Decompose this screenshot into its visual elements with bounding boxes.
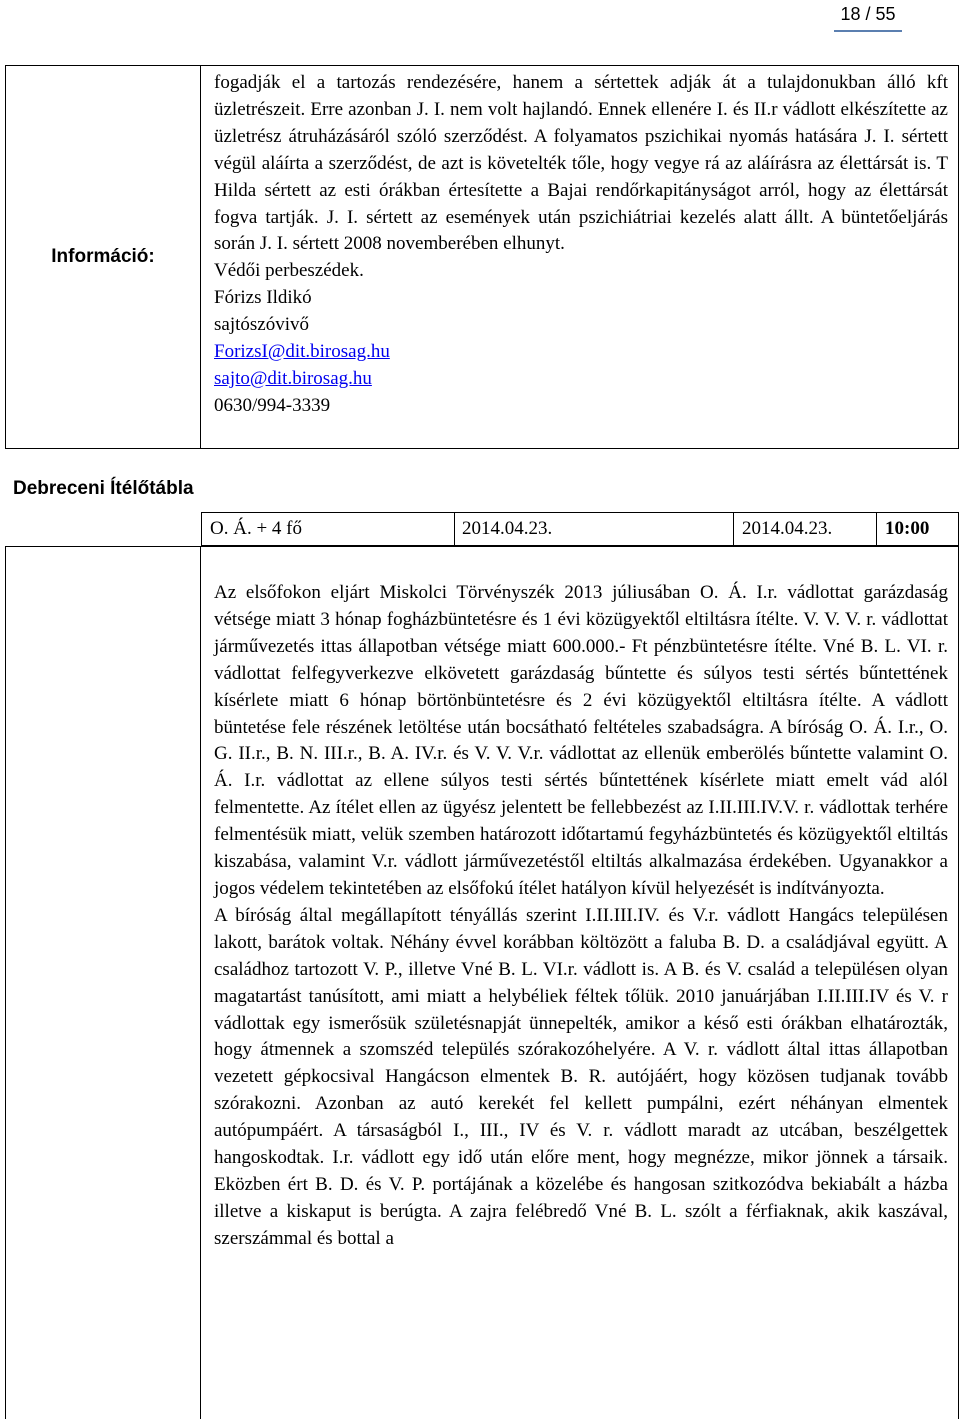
info-paragraph: fogadják el a tartozás rendezésére, hanem a sértettek adják át a tulajdonukban álló kft üzletrészeit. Erre azonban J. I. nem volt hajlandó. Ennek ellenére I. és II.r vádlott elkészítette az üzletrész átruházásáról szóló szerződést. A folyamatos pszichikai nyomás hatására J. I. sértett végül aláírta a szerződést, de azt is követelték tőle, hogy vegye rá az aláírásra az élettársát is. T Hilda sértett az esti órákban értesítette a Bajai rendőrkapitányságot arról, hogy az élettársát fogva tartják. J. I. sértett az események után pszichiátriai kezelés alatt állt. A büntetőeljárás során J. I. sértett 2008 novemberében elhunyt.: [214, 72, 948, 255]
contact-name: Fórizs Ildikó: [214, 287, 312, 309]
case-date-start: 2014.04.23.: [454, 512, 734, 546]
contact-phone: 0630/994-3339: [214, 394, 331, 416]
case-paragraph-2: A bíróság által megállapított tényállás szerint I.II.III.IV. és V.r. vádlott Hangács településen lakott, barátok voltak. Néhány évvel korábban költözött a faluba B. D. a családjával együtt. A családhoz tartozott V. P., illetve Vné B. L. VI.r. vádlott is. A B. és V. család a településen olyan magatartást tanúsított, ami miatt a helybéliek féltek tőlük. 2010 januárjában I.II.III.IV és V. r vádlottak egy ismerősük születésnapját ünnepelték, amikor a késő esti órákban elhatározták, hogy átmennek a szomszéd település szórakozóhelyére. A V. r. vádlott által ittas állapotban vezetett gépkocsival Hangácson elmentek B. R. autójáért, hogy közösen tudjanak tovább szórakozni. Azonban az autó kerekét fel kellett pumpálni, ezért néhányan elmentek autópumpáért. A társaságból I., III., IV és V. r. vádlott maradt az utcában, beszélgettek hangoskodtak. I.r. vádlott egy idő után előre ment, hogy megnézze, mikor jönnek a társaik. Eközben ért B. D. és V. P. portájának a közelébe és hangosan szitkozódva bekiabált a házba illetve a kiskaput is berúgta. A zajra felébredő Vné B. L. szólt a férfiaknak, akik kaszával, szerszámmal és bottal a: [214, 904, 948, 1249]
case-label-cell: [5, 546, 201, 1419]
page-number: 18 / 55: [834, 4, 902, 32]
section-title: Debreceni Ítélőtábla: [13, 478, 194, 499]
info-text: [214, 70, 948, 420]
defense-speeches-line: Védői perbeszédek.: [214, 260, 364, 282]
info-label: Információ:: [51, 246, 155, 267]
case-date-end: 2014.04.23.: [734, 512, 877, 546]
case-time: 10:00: [877, 512, 959, 546]
case-parties: O. Á. + 4 fő: [201, 512, 455, 546]
case-paragraph-1: Az elsőfokon eljárt Miskolci Törvényszék 2013 júliusában O. Á. I.r. vádlottat garázdaság vétsége miatt 3 hónap fogházbüntetésre és 1 évi közügyektől eltiltásra ítélte. V. V. V. r. vádlottat járművezetés ittas állapotban vétsége miatt 600.000.- Ft pénzbüntetésre ítélte. Vné B. L. VI. r. vádlottat felfegyverkezve elkövetett garázdaság bűntette és súlyos testi sértés bűntettének kísérlete miatt 6 hónap börtönbüntetésre és 2 évi közügyektől eltiltásra ítélte. A vádlott büntetése fele részének letöltése után bocsátható feltételes szabadságra. A bíróság O. Á. I.r., O. G. II.r., B. N. III.r., B. A. IV.r. és V. V. V.r. vádlottat az ellenük emberölés bűntette valamint O. Á. I.r. vádlottat az ellene súlyos testi sértés bűntettének kísérlete miatt emelt vád alól felmentette. Az ítélet ellen az ügyész jelentett be fellebbezést az I.II.III.IV.V. r. vádlottak terhére felmentésük miatt, velük szemben határozott időtartamú fegyházbüntetés és közügyektől eltiltás kiszabása, valamint V.r. vádlott járművezetéstől eltiltás alkalmazása érdekében. Ugyanakkor a jogos védelem tekintetében az elsőfokú ítélet hatályon kívül helyezését is indítványozta.: [214, 582, 948, 899]
press-email-link[interactable]: sajto@dit.birosag.hu: [214, 367, 372, 389]
contact-role: sajtószóvivő: [214, 314, 309, 336]
contact-email-link[interactable]: ForizsI@dit.birosag.hu: [214, 341, 390, 363]
case-text: [214, 580, 948, 1253]
